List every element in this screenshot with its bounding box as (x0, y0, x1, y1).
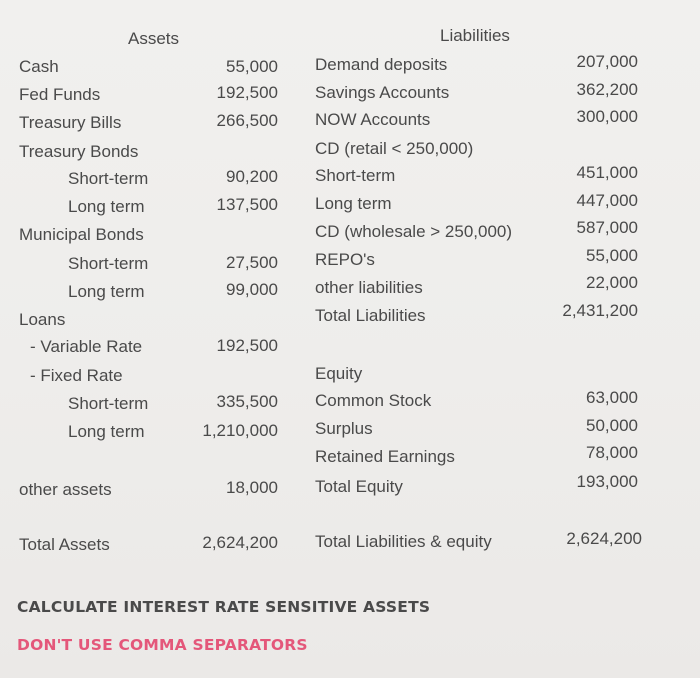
liab-label-other: other liabilities (315, 278, 423, 297)
total-liabilities-equity-label: Total Liabilities & equity (315, 532, 492, 551)
liab-value-cd-retail-long: 447,000 (576, 191, 638, 210)
asset-label-fixed-short: Short-term (68, 394, 149, 413)
liab-label-now: NOW Accounts (315, 110, 431, 129)
liab-label-cd-retail-long: Long term (315, 194, 392, 213)
equity-label-total: Total Equity (315, 477, 403, 496)
asset-label-fed-funds: Fed Funds (19, 85, 101, 104)
asset-value-cash: 55,000 (226, 57, 278, 76)
asset-label-muni-short: Short-term (68, 254, 149, 273)
asset-value-muni-short: 27,500 (226, 253, 278, 272)
liab-label-cd-wholesale: CD (wholesale > 250,000) (315, 222, 513, 241)
asset-label-municipal-bonds: Municipal Bonds (19, 225, 144, 244)
assets-header: Assets (128, 29, 180, 48)
liab-value-savings: 362,200 (576, 80, 638, 99)
liab-value-cd-retail-short: 451,000 (576, 163, 638, 182)
liab-value-demand-deposits: 207,000 (576, 52, 638, 71)
asset-value-muni-long: 99,000 (226, 280, 278, 299)
liab-label-cd-retail-short: Short-term (315, 166, 396, 185)
equity-header: Equity (315, 364, 363, 383)
asset-value-treasury-bills: 266,500 (216, 111, 278, 130)
asset-value-fixed-short: 335,500 (216, 392, 278, 411)
asset-value-other-assets: 18,000 (226, 478, 278, 497)
asset-label-treasury-bonds: Treasury Bonds (19, 142, 139, 161)
equity-value-total: 193,000 (576, 472, 638, 491)
asset-value-fed-funds: 192,500 (216, 83, 278, 102)
asset-label-treasury-bills: Treasury Bills (19, 113, 122, 132)
equity-value-common-stock: 63,000 (586, 388, 638, 407)
equity-value-surplus: 50,000 (586, 416, 638, 435)
liab-label-total: Total Liabilities (315, 306, 426, 325)
total-liabilities-equity-value: 2,624,200 (566, 529, 642, 548)
asset-label-fixed-long: Long term (68, 422, 145, 441)
liab-label-repos: REPO's (315, 250, 375, 269)
liabilities-header: Liabilities (440, 26, 510, 45)
asset-label-variable-rate: - Variable Rate (30, 337, 143, 356)
asset-value-total-assets: 2,624,200 (202, 533, 278, 552)
asset-value-tbonds-short: 90,200 (226, 167, 278, 186)
asset-label-fixed-rate: - Fixed Rate (30, 366, 123, 385)
asset-value-fixed-long: 1,210,000 (202, 421, 278, 440)
liab-value-cd-wholesale: 587,000 (576, 218, 638, 237)
asset-value-tbonds-long: 137,500 (216, 195, 278, 214)
liab-label-savings: Savings Accounts (315, 83, 450, 102)
asset-label-tbonds-long: Long term (68, 197, 145, 216)
asset-label-loans: Loans (19, 310, 66, 329)
asset-label-muni-long: Long term (68, 282, 145, 301)
asset-label-total-assets: Total Assets (19, 535, 110, 554)
equity-label-common-stock: Common Stock (315, 391, 432, 410)
equity-value-retained-earnings: 78,000 (586, 443, 638, 462)
task-instruction: CALCULATE INTEREST RATE SENSITIVE ASSETS (17, 598, 431, 616)
liab-label-cd-retail: CD (retail < 250,000) (315, 139, 474, 158)
equity-label-retained-earnings: Retained Earnings (315, 447, 455, 466)
asset-value-variable-rate: 192,500 (216, 336, 278, 355)
liab-label-demand-deposits: Demand deposits (315, 55, 448, 74)
liab-value-repos: 55,000 (586, 246, 638, 265)
asset-label-other-assets: other assets (19, 480, 112, 499)
equity-label-surplus: Surplus (315, 419, 373, 438)
task-note: DON'T USE COMMA SEPARATORS (17, 636, 308, 654)
liab-value-total: 2,431,200 (562, 301, 638, 320)
liab-value-now: 300,000 (576, 107, 638, 126)
liab-value-other: 22,000 (586, 273, 638, 292)
asset-label-tbonds-short: Short-term (68, 169, 149, 188)
asset-label-cash: Cash (19, 57, 59, 76)
